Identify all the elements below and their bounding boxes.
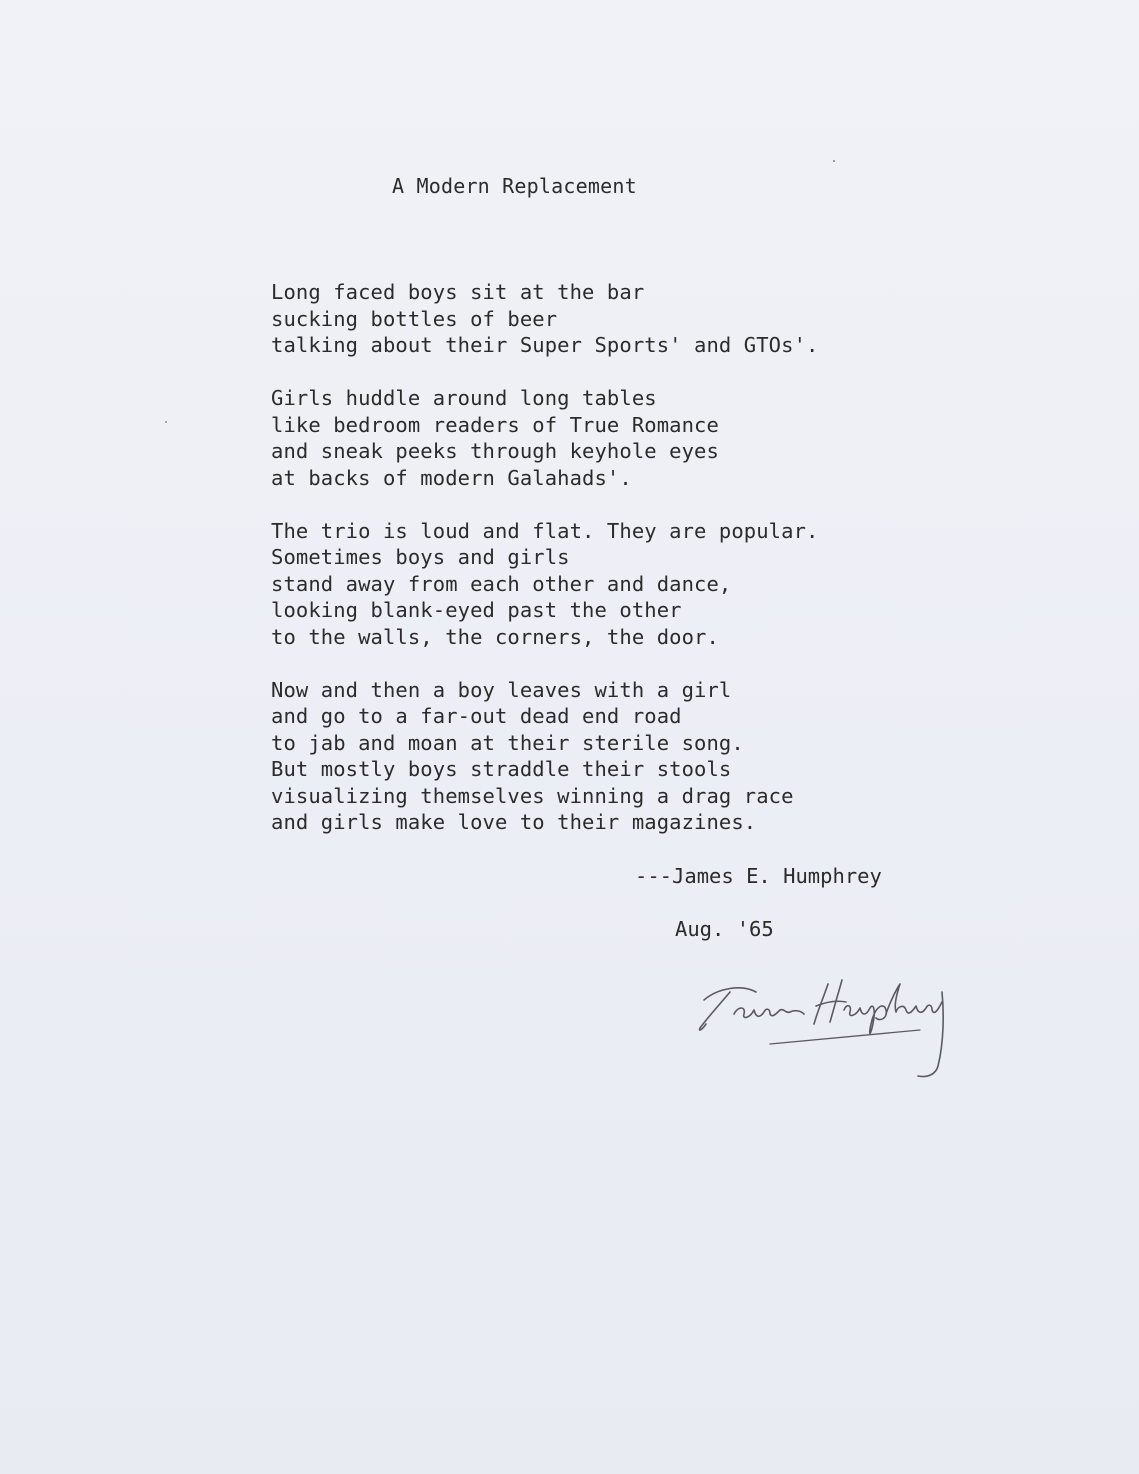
stanza-1: [271, 279, 971, 359]
poem-line: looking blank-eyed past the other: [271, 598, 682, 622]
poem-line: visualizing themselves winning a drag race: [271, 783, 794, 808]
stanza-4: [271, 677, 971, 836]
poem-line: stand away from each other and dance,: [271, 571, 732, 596]
poem-line: and girls make love to their magazines.: [271, 810, 757, 834]
poem-line: like bedroom readers of True Romance: [271, 412, 719, 437]
poem-body: [271, 279, 971, 862]
author-credit: ---James E. Humphrey: [635, 864, 882, 888]
poem-line: at backs of modern Galahads'.: [271, 465, 632, 490]
poem-line: Long faced boys sit at the bar: [271, 280, 645, 304]
poem-line: talking about their Super Sports' and GTOs'.: [271, 333, 819, 357]
poem-line: and sneak peeks through keyhole eyes: [271, 439, 719, 463]
poem-line: Sometimes boys and girls: [271, 545, 570, 569]
poem-line: But mostly boys straddle their stools: [271, 757, 732, 781]
stanza-2: [271, 385, 971, 491]
stanza-3: [271, 518, 971, 651]
poem-line: and go to a far-out dead end road: [271, 704, 682, 728]
poem-line: to the walls, the corners, the door.: [271, 624, 719, 649]
poem-line: Now and then a boy leaves with a girl: [271, 677, 732, 702]
poem-line: to jab and moan at their sterile song.: [271, 730, 744, 755]
poem-title: A Modern Replacement: [392, 174, 637, 198]
handwritten-signature: [690, 962, 960, 1087]
poem-line: The trio is loud and flat. They are popular.: [271, 518, 819, 543]
poem-line: sucking bottles of beer: [271, 306, 558, 331]
poem-line: Girls huddle around long tables: [271, 386, 657, 410]
paper-speck: [165, 421, 167, 423]
date-line: Aug. '65: [675, 917, 774, 941]
paper-speck: [833, 160, 835, 162]
